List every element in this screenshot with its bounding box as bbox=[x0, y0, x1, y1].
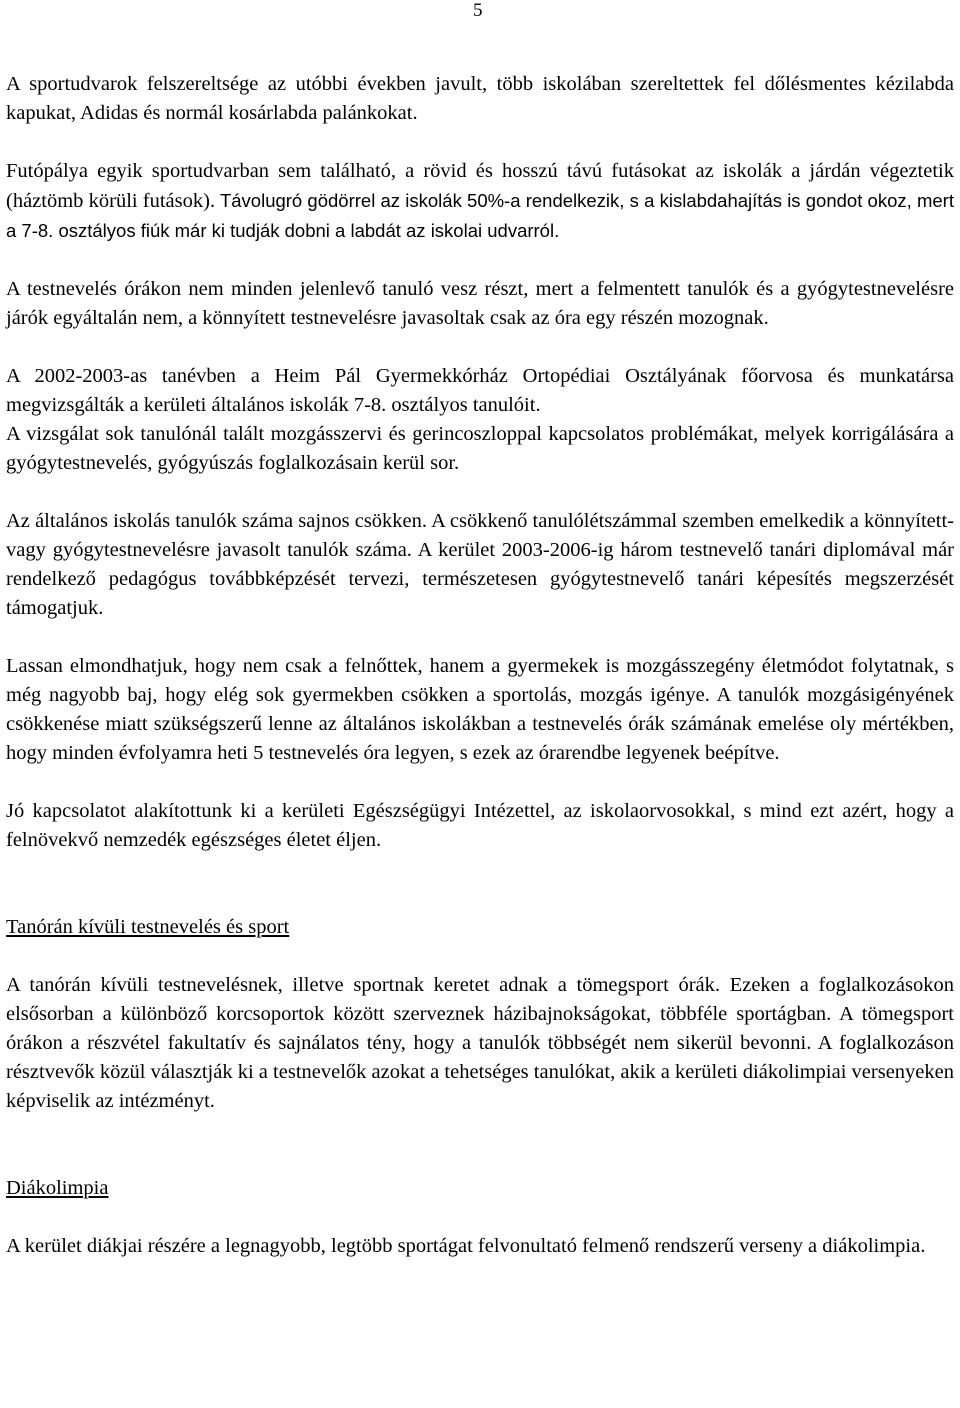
paragraph-mozgasszegeny: Lassan elmondhatjuk, hogy nem csak a felnőttek, hanem a gyermekek is mozgásszegény életmódot folytatnak, s még nagyobb baj, hogy elég sok gyermekben csökken a sportolás, mozgás igénye. A tanulók mozgásigényének csökkenése miatt szükségszerű lenne az általános iskolákban a testnevelés órák számának emelése oly mértékben, hogy minden évfolyamra heti 5 testnevelés óra legyen, s ezek az órarendbe legyenek beépítve. bbox=[6, 655, 954, 764]
paragraph-diakolimpia: A kerület diákjai részére a legnagyobb, legtöbb sportágat felvonultató felmenő rendszerű verseny a diákolimpia. bbox=[6, 1235, 926, 1257]
paragraph-tanulok-szama: Az általános iskolás tanulók száma sajnos csökken. A csökkenő tanulólétszámmal szemben emelkedik a könnyített- vagy gyógytestnevelésre javasolt tanulók száma. A kerület 2003-2006-ig három testnevelő tanári diplomával már rendelkező pedagógus továbbképzését tervezi, természetesen gyógytestnevelő tanári képesítés megszerzését támogatjuk. bbox=[6, 510, 954, 619]
document-body bbox=[6, 70, 954, 1261]
section-heading-diakolimpia: Diákolimpia bbox=[6, 1177, 109, 1199]
paragraph-futopalya-text: Futópálya egyik sportudvarban sem található, a rövid és hosszú távú futásokat az iskolák a járdán végeztetik (háztömb körüli futások). bbox=[6, 160, 954, 212]
paragraph-testneveles-orak: A testnevelés órákon nem minden jelenlevő tanuló vesz részt, mert a felmentett tanulók és a gyógytestnevelésre járók egyáltalán nem, a könnyített testnevelésre javasoltak csak az óra egy részén mozognak. bbox=[6, 278, 954, 329]
paragraph-tanoran-kivuli: A tanórán kívüli testnevelésnek, illetve sportnak keretet adnak a tömegsport órák. Ezeken a foglalkozásokon elsősorban a különböző korcsoportok között szerveznek házibajnokságokat, többféle sportágban. A tömegsport órákon a részvétel fakultatív és sajnálatos tény, hogy a tanulók többségét nem sikerül bevonni. A foglalkozáson résztvevők közül választják ki a testnevelők azokat a tehetséges tanulókat, akik a kerületi diákolimpiai versenyeken képviselik az intézményt. bbox=[6, 974, 954, 1112]
paragraph-tavolugro-text: Távolugró gödörrel az iskolák 50%-a rendelkezik, s a kislabdahajítás is gondot okoz, mert a 7-8. osztályos fiúk már ki tudják dobni a labdát az iskolai udvarról. bbox=[6, 190, 954, 241]
paragraph-kapcsolat: Jó kapcsolatot alakítottunk ki a kerületi Egészségügyi Intézettel, az iskolaorvosokkal, s mind ezt azért, hogy a felnövekvő nemzedék egészséges életet éljen. bbox=[6, 800, 954, 851]
paragraph-vizsgalat: A vizsgálat sok tanulónál talált mozgásszervi és gerincoszloppal kapcsolatos problémákat, melyek korrigálására a gyógytestnevelés, gyógyúszás foglalkozásain kerül sor. bbox=[6, 423, 954, 474]
paragraph-heim-pal: A 2002-2003-as tanévben a Heim Pál Gyermekkórház Ortopédiai Osztályának főorvosa és munkatársa megvizsgálták a kerületi általános iskolák 7-8. osztályos tanulóit. bbox=[6, 365, 954, 416]
page-number: 5 bbox=[473, 0, 483, 21]
paragraph-futopalya bbox=[6, 157, 954, 246]
section-heading-tanoran-kivuli: Tanórán kívüli testnevelés és sport bbox=[6, 916, 290, 938]
paragraph-sportudvarok: A sportudvarok felszereltsége az utóbbi években javult, több iskolában szereltettek fel dőlésmentes kézilabda kapukat, Adidas és normál kosárlabda palánkokat. bbox=[6, 73, 954, 124]
